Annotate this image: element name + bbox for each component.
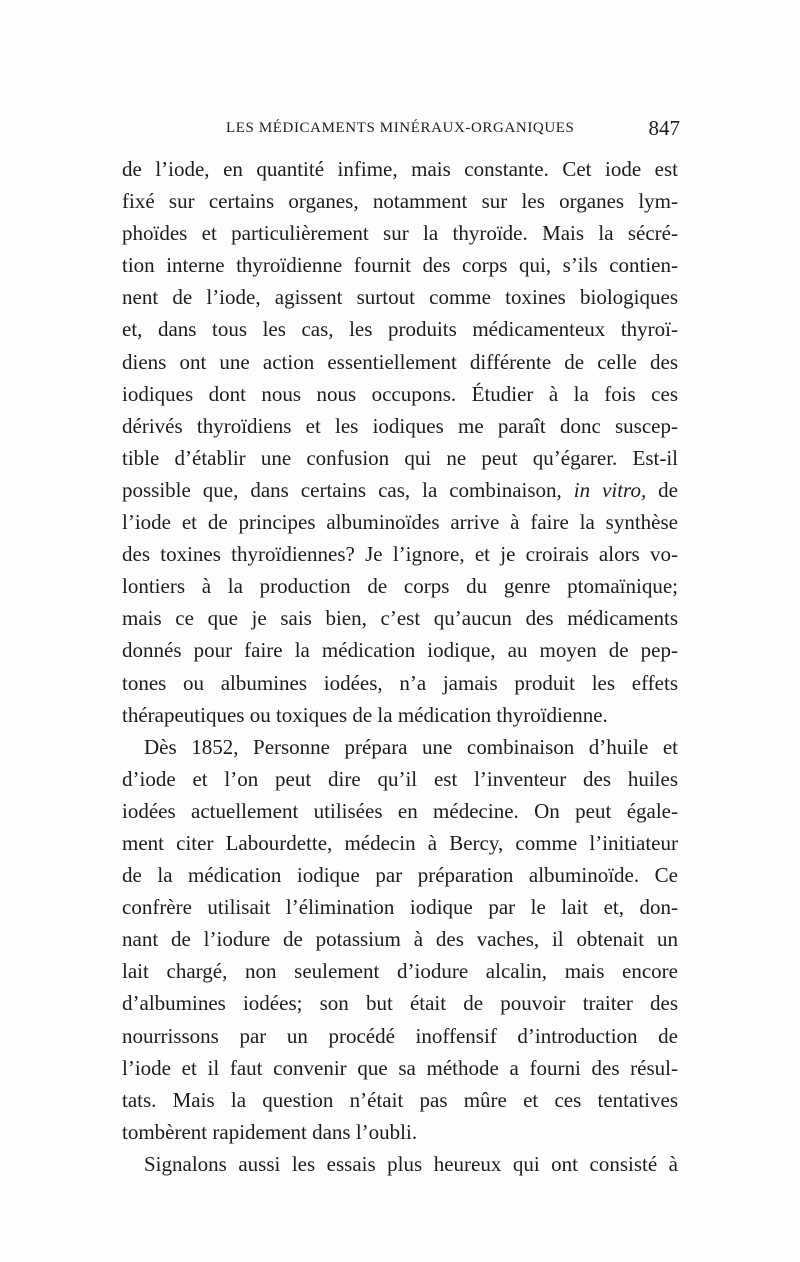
paragraph-last-line: tombèrent rapidement dans l’oubli. xyxy=(122,1119,418,1144)
paragraph-first-line: Dès 1852, Personne prépara une combinaison d’huile et xyxy=(144,734,678,759)
text-line: lontiers à la production de corps du genre ptomaïnique; xyxy=(122,574,678,599)
text-line: des toxines thyroïdiennes? Je l’ignore, et je croirais alors vo- xyxy=(122,542,678,567)
text-line: lait chargé, non seulement d’iodure alcalin, mais encore xyxy=(122,959,678,984)
paragraph-first-line: Signalons aussi les essais plus heureux qui ont consisté à xyxy=(144,1151,678,1176)
text-line-with-italic xyxy=(122,474,678,506)
text-line: d’albumines iodées; son but était de pouvoir traiter des xyxy=(122,991,678,1016)
line-start: possible que, dans certains cas, la combinaison, xyxy=(122,477,562,502)
text-line: ment citer Labourdette, médecin à Bercy, comme l’initiateur xyxy=(122,830,678,855)
text-line: tats. Mais la question n’était pas mûre et ces tentatives xyxy=(122,1087,678,1112)
text-line: l’iode et il faut convenir que sa méthode a fourni des résul- xyxy=(122,1055,678,1080)
text-line: de l’iode, en quantité infime, mais constante. Cet iode est xyxy=(122,157,678,181)
line-end: de xyxy=(658,477,678,502)
text-line: fixé sur certains organes, notamment sur les organes lym- xyxy=(122,189,678,214)
text-line: phoïdes et particulièrement sur la thyroïde. Mais la sécré- xyxy=(122,221,678,246)
body-text xyxy=(122,153,678,1180)
text-line: et, dans tous les cas, les produits médicamenteux thyroï- xyxy=(122,317,678,342)
text-line: mais ce que je sais bien, c’est qu’aucun des médicaments xyxy=(122,606,678,631)
text-line: nent de l’iode, agissent surtout comme toxines biologiques xyxy=(122,285,678,310)
text-line: donnés pour faire la médication iodique, au moyen de pep- xyxy=(122,638,678,663)
text-line: l’iode et de principes albuminoïdes arrive à faire la synthèse xyxy=(122,510,678,535)
text-line: iodiques dont nous nous occupons. Étudier à la fois ces xyxy=(122,381,678,406)
text-line: nant de l’iodure de potassium à des vaches, il obtenait un xyxy=(122,927,678,952)
text-line: diens ont une action essentiellement différente de celle des xyxy=(122,349,678,374)
italic-term: in vitro, xyxy=(573,477,647,502)
running-title: LES MÉDICAMENTS MINÉRAUX-ORGANIQUES xyxy=(226,120,575,136)
text-line: nourrissons par un procédé inoffensif d’introduction de xyxy=(122,1023,678,1048)
text-line: tones ou albumines iodées, n’a jamais produit les effets xyxy=(122,670,678,695)
text-line: confrère utilisait l’élimination iodique par le lait et, don- xyxy=(122,895,678,920)
running-head xyxy=(122,116,680,142)
page-number: 847 xyxy=(648,116,680,140)
text-line: dérivés thyroïdiens et les iodiques me paraît donc suscep- xyxy=(122,413,678,438)
text-line: iodées actuellement utilisées en médecine. On peut égale- xyxy=(122,798,678,823)
text-line: tible d’établir une confusion qui ne peut qu’égarer. Est-il xyxy=(122,445,678,470)
text-line: tion interne thyroïdienne fournit des corps qui, s’ils contien- xyxy=(122,253,678,278)
text-line: de la médication iodique par préparation albuminoïde. Ce xyxy=(122,863,678,888)
text-line: d’iode et l’on peut dire qu’il est l’inventeur des huiles xyxy=(122,766,678,791)
paragraph-last-line: thérapeutiques ou toxiques de la médication thyroïdienne. xyxy=(122,702,608,727)
